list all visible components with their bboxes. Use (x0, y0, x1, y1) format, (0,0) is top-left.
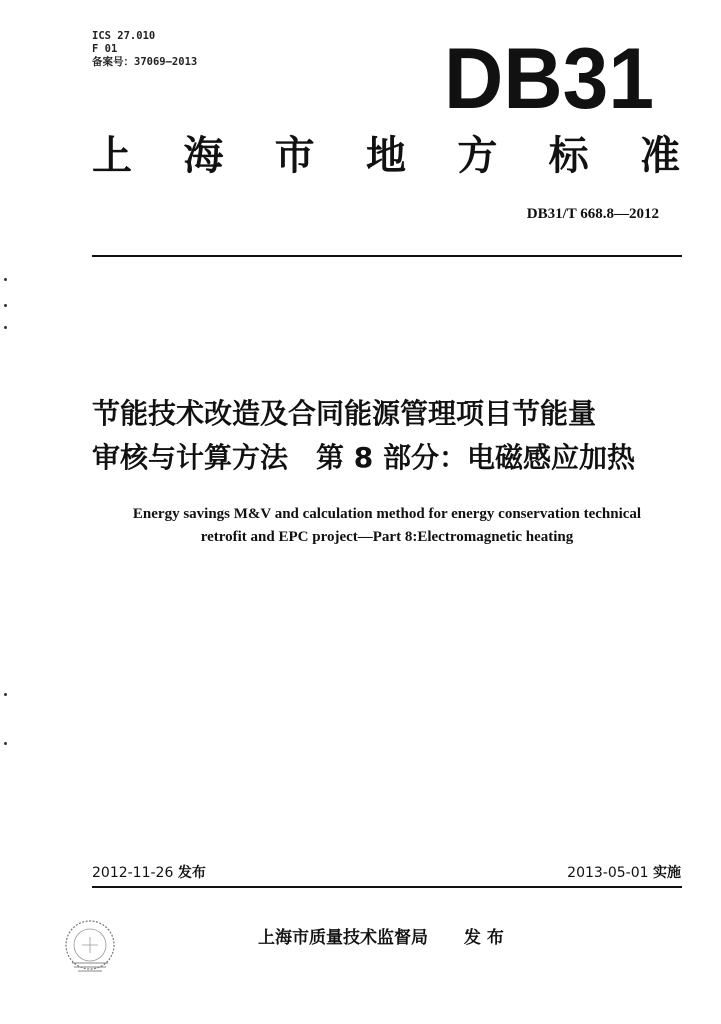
implementation-date: 2013-05-01 (567, 865, 649, 881)
scan-mark (4, 693, 7, 696)
standard-code: DB31/T 668.8—2012 (526, 206, 659, 222)
title-en-line-2: retrofit and EPC project—Part 8:Electromagnetic heating (200, 529, 574, 545)
document-title-english (92, 503, 682, 549)
scan-mark (4, 326, 7, 329)
top-divider (92, 255, 682, 257)
db31-logo (442, 42, 656, 114)
publisher-seal-icon (60, 915, 120, 977)
issue-date: 2012-11-26 (92, 865, 174, 881)
publisher-name: 上海市质量技术监督局 (258, 928, 428, 948)
record-number: 备案号：37069—2013 (92, 56, 198, 68)
scan-mark (4, 742, 7, 745)
ics-code: ICS 27.010 (92, 30, 156, 42)
heading-char: 准 (639, 132, 680, 179)
classification-block (92, 30, 197, 69)
publisher-line (258, 923, 504, 948)
implementation-label: 实施 (653, 865, 681, 881)
publisher-action: 发 布 (463, 928, 504, 948)
heading-char: 海 (183, 132, 224, 179)
heading-char: 方 (457, 132, 498, 179)
standard-type-heading (92, 132, 680, 180)
heading-char: 标 (548, 132, 589, 179)
heading-char: 市 (274, 132, 315, 179)
scan-mark (4, 278, 7, 281)
document-title-chinese (92, 392, 692, 480)
scan-mark (4, 304, 7, 307)
title-en-line-1: Energy savings M&V and calculation method for energy conservation technical (132, 506, 642, 522)
title-zh-line-1: 节能技术改造及合同能源管理项目节能量 (92, 397, 597, 430)
implementation-date-line (567, 862, 681, 882)
bottom-divider (92, 886, 682, 888)
title-zh-line-2: 审核与计算方法 第 8 部分：电磁感应加热 (92, 441, 635, 474)
heading-char: 地 (365, 132, 406, 179)
issue-date-line (92, 862, 206, 882)
ccs-code: F 01 (92, 43, 118, 55)
db31-logo-text: DB31 (444, 42, 654, 114)
heading-char: 上 (92, 132, 132, 179)
issue-label: 发布 (177, 865, 206, 881)
